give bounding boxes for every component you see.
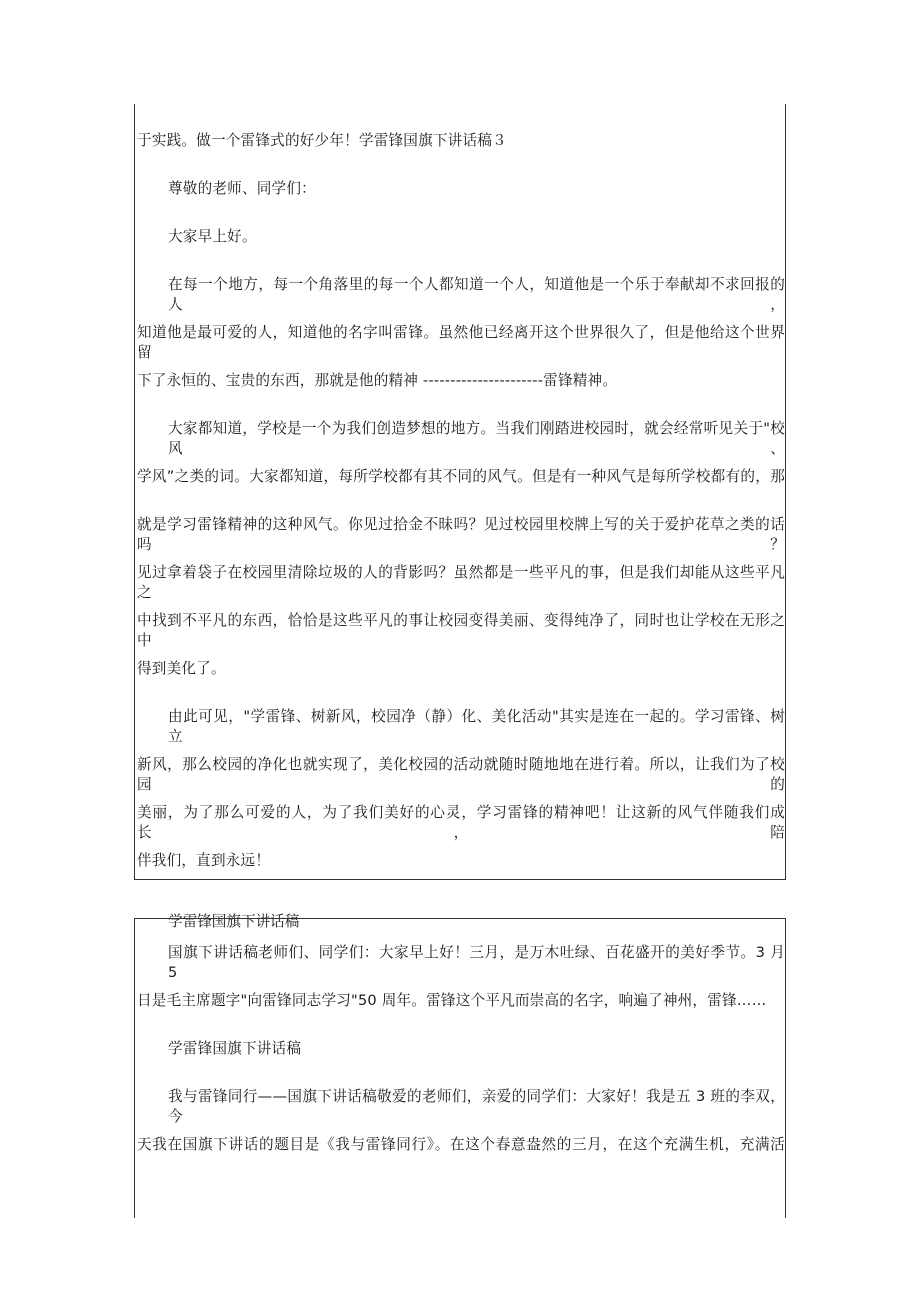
text-line: 知道他是最可爱的人，知道他的名字叫雷锋。虽然他已经离开这个世界很久了，但是他给这个世界留 (137, 324, 785, 361)
subsection-title: 学雷锋国旗下讲话稿 (168, 1040, 302, 1057)
text-line: 日是毛主席题字"向雷锋同志学习"50 周年。雷锋这个平凡而崇高的名字，响遍了神州，雷锋…… (137, 992, 767, 1009)
text-line: 伴我们，直到永远！ (137, 852, 271, 869)
text-line: 大家都知道，学校是一个为我们创造梦想的地方。当我们刚踏进校园时，就会经常听见关于"校风、 (168, 420, 785, 457)
text-line: 国旗下讲话稿老师们、同学们：大家早上好！三月，是万木吐绿、百花盛开的美好季节。3 月 5 (168, 944, 785, 981)
text-line: 在每一个地方，每一个角落里的每一个人都知道一个人，知道他是一个乐于奉献却不求回报的人， (168, 276, 785, 313)
text-line: 天我在国旗下讲话的题目是《我与雷锋同行》。在这个春意盎然的三月，在这个充满生机，充满活 (137, 1136, 785, 1153)
greeting: 大家早上好。 (168, 228, 257, 245)
text-line: 得到美化了。 (137, 660, 226, 677)
article-box-2 (134, 918, 786, 1218)
text-line: 见过拿着袋子在校园里清除垃圾的人的背影吗？虽然都是一些平凡的事，但是我们却能从这些平凡之 (137, 564, 785, 601)
text-line: 于实践。做一个雷锋式的好少年！学雷锋国旗下讲话稿３ (137, 132, 507, 149)
salutation: 尊敬的老师、同学们： (168, 180, 316, 197)
text-line: 新风，那么校园的净化也就实现了，美化校园的活动就随时随地地在进行着。所以，让我们为了校园的 (137, 756, 785, 793)
text-line: 中找到不平凡的东西，恰恰是这些平凡的事让校园变得美丽、变得纯净了，同时也让学校在无形之中 (137, 612, 785, 649)
text-line: 由此可见，"学雷锋、树新风，校园净（静）化、美化活动"其实是连在一起的。学习雷锋、树立 (168, 708, 785, 745)
text-line: 下了永恒的、宝贵的东西，那就是他的精神 ----------------------雷锋精神。 (137, 372, 618, 389)
text-line: 美丽，为了那么可爱的人，为了我们美好的心灵，学习雷锋的精神吧！让这新的风气伴随我们成长，陪 (137, 804, 785, 841)
article-box-1 (134, 104, 786, 880)
text-line: 就是学习雷锋精神的这种风气。你见过拾金不昧吗？见过校园里校牌上写的关于爱护花草之类的话吗？ (137, 516, 785, 553)
section-title: 学雷锋国旗下讲话稿 (168, 912, 300, 930)
text-line: 学风”之类的词。大家都知道，每所学校都有其不同的风气。但是有一种风气是每所学校都有的，那 (137, 468, 785, 485)
text-line: 我与雷锋同行——国旗下讲话稿敬爱的老师们，亲爱的同学们：大家好！我是五 3 班的李双，今 (168, 1088, 785, 1125)
